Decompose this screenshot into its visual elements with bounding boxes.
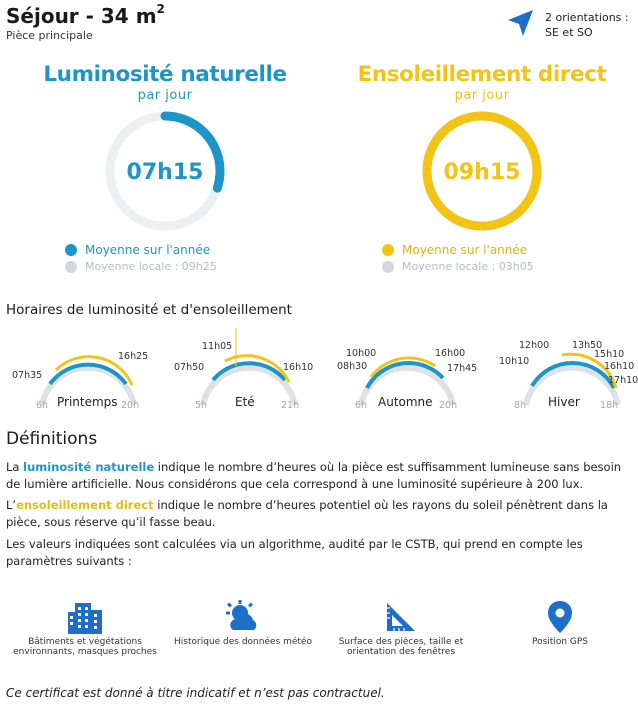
season-axis-start: 6h [36, 400, 49, 411]
room-subtitle: Pièce principale [6, 29, 93, 42]
sunshine-legend [382, 241, 582, 275]
definitions-title: Définitions [6, 429, 98, 449]
season-axis-end: 20h [121, 400, 140, 411]
navigation-arrow-icon [505, 8, 535, 38]
set-square-icon [384, 600, 418, 634]
season-label: 17h10 [608, 375, 638, 386]
season-axis-start: 5h [195, 400, 208, 411]
season-label: 16h10 [604, 361, 635, 372]
sunshine-legend-main: Moyenne sur l'année [402, 242, 528, 257]
season-name: Eté [235, 395, 255, 409]
factor-gps [485, 600, 635, 647]
definition-luminosity: La luminosité naturelle indique le nombre d’heures où la pièce est suffisamment lumineuse sans besoin de lumière artificielle. Nous considérons que cela correspond à une luminosité supérieure à 200 lux. [6, 460, 622, 491]
season-label: 12h00 [519, 340, 550, 351]
season-label: 13h50 [572, 340, 603, 351]
luminosity-title: Luminosité naturelle [43, 62, 287, 87]
legend-dot-icon [382, 261, 394, 273]
luminosity-ring [103, 109, 227, 233]
sunshine-value: 09h15 [443, 160, 521, 185]
season-label: 11h05 [202, 341, 233, 352]
season-label: 07h50 [174, 362, 205, 373]
factor-caption: Surface des pièces, taille et orientation des fenêtres [338, 637, 464, 657]
sunshine-per-day: par jour [454, 88, 510, 103]
factor-buildings [10, 600, 160, 657]
season-label: 10h00 [346, 348, 377, 359]
factor-surface [326, 600, 476, 657]
season-label: 17h45 [447, 363, 478, 374]
season-name: Hiver [548, 395, 580, 409]
season-label: 07h35 [12, 370, 43, 381]
season-name: Automne [378, 395, 433, 409]
luminosity-legend-main: Moyenne sur l'année [85, 242, 211, 257]
legend-dot-icon [382, 244, 394, 256]
season-axis-end: 20h [439, 400, 458, 411]
disclaimer: Ce certificat est donné à titre indicatif et n’est pas contractuel. [6, 686, 385, 700]
factor-caption: Position GPS [531, 637, 589, 647]
legend-dot-icon [65, 261, 77, 273]
luminosity-panel [30, 62, 300, 275]
weather-icon [223, 600, 263, 634]
factor-caption: Bâtiments et végétations environnants, masques proches [13, 637, 157, 657]
sunshine-legend-local: Moyenne locale : 03h05 [402, 260, 534, 273]
buildings-icon [67, 600, 103, 634]
season-label: 15h10 [594, 349, 625, 360]
season-label: 08h30 [337, 361, 368, 372]
sunshine-title: Ensoleillement direct [357, 62, 607, 87]
season-label: 16h10 [283, 362, 314, 373]
season-axis-start: 6h [355, 400, 368, 411]
luminosity-value: 07h15 [126, 160, 204, 185]
season-label: 16h00 [435, 348, 466, 359]
seasons-title: Horaires de luminosité et d'ensoleillement [6, 302, 292, 318]
season-autumn [321, 328, 478, 416]
season-axis-start: 8h [514, 400, 527, 411]
luminosity-legend-local: Moyenne locale : 09h25 [85, 260, 217, 273]
season-axis-end: 18h [600, 400, 619, 411]
sunshine-panel [347, 62, 617, 275]
season-summer [163, 328, 313, 416]
definition-sunshine: L’ensoleillement direct indique le nombre d’heures potentiel où les rayons du soleil pénètrent dans la pièce, sous réserve qu’il fasse beau. [6, 498, 608, 529]
season-label: 10h10 [499, 356, 530, 367]
location-pin-icon [547, 600, 573, 634]
season-name: Printemps [57, 395, 118, 409]
orientation-info: 2 orientations : SE et SO [545, 11, 629, 39]
definition-algorithm: Les valeurs indiquées sont calculées via un algorithme, audité par le CSTB, qui prend en compte les paramètres suivants : [6, 537, 583, 568]
factor-weather [168, 600, 318, 647]
luminosity-legend [65, 241, 265, 275]
room-title: Séjour - 34 $m^2$ [6, 2, 165, 28]
season-axis-end: 21h [281, 400, 300, 411]
season-spring [2, 328, 152, 416]
legend-dot-icon [65, 244, 77, 256]
luminosity-per-day: par jour [137, 88, 193, 103]
factor-caption: Historique des données météo [174, 637, 312, 647]
season-label: 16h25 [118, 351, 149, 362]
season-winter [486, 328, 636, 416]
sunshine-ring [420, 109, 544, 233]
